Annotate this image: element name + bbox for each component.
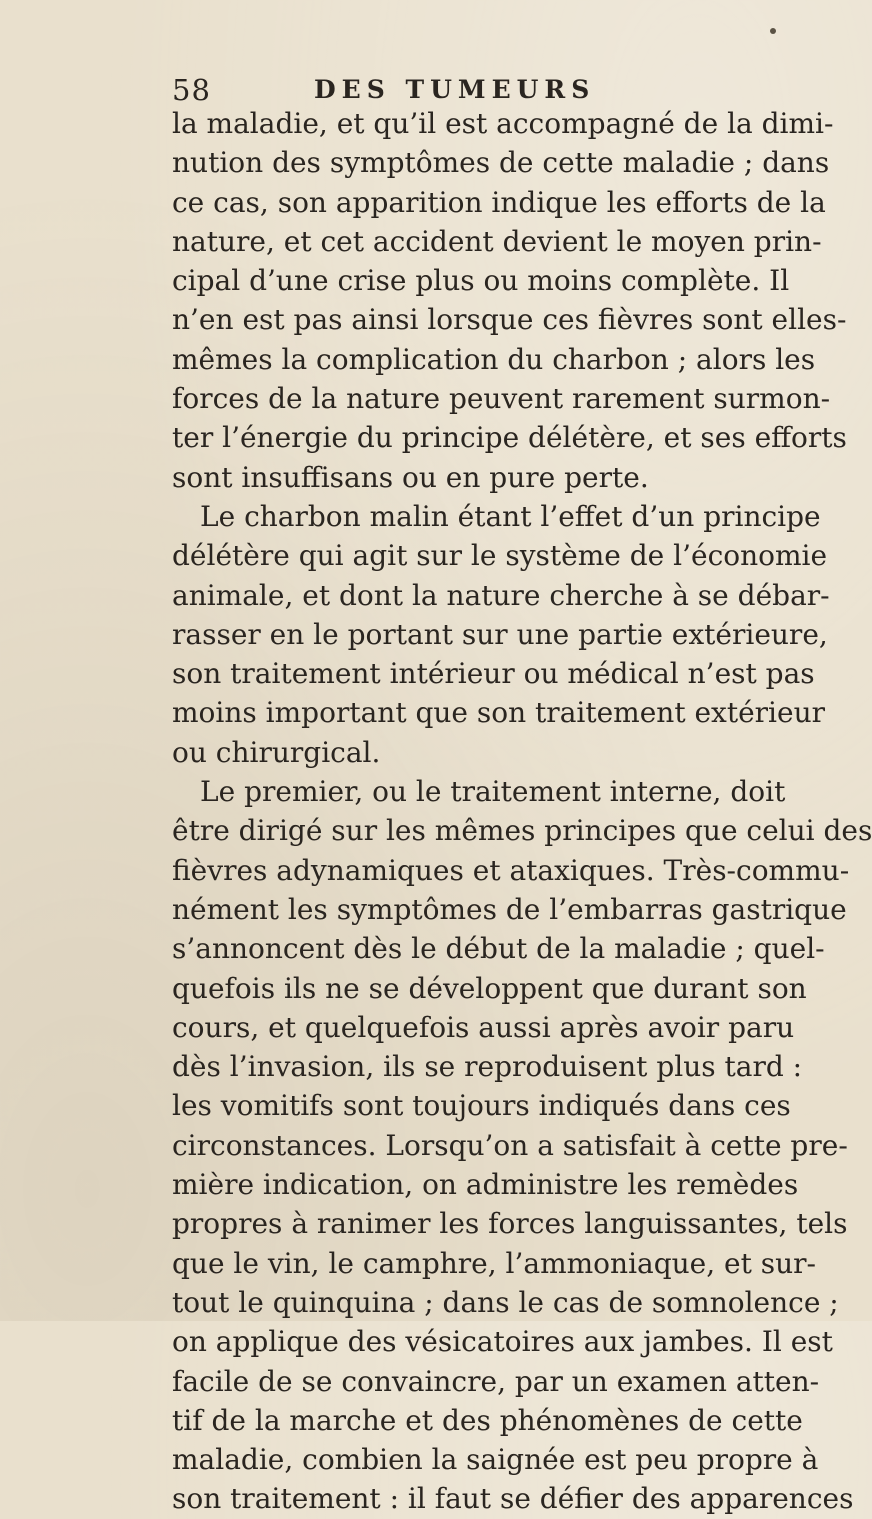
text-line: moins important que son traitement extérieur	[172, 696, 825, 730]
text-line: Le charbon malin étant l’effet d’un principe	[200, 499, 821, 533]
text-line: sont insuffisans ou en pure perte.	[172, 460, 649, 494]
text-line: tif de la marche et des phénomènes de cette	[172, 1403, 803, 1437]
text-line: on applique des vésicatoires aux jambes. Il est	[172, 1325, 833, 1359]
text-line: propres à ranimer les forces languissantes, tels	[172, 1207, 848, 1241]
text-line: son traitement : il faut se défier des apparences	[172, 1482, 854, 1516]
text-line: être dirigé sur les mêmes principes que celui des	[172, 814, 872, 848]
body-text	[172, 104, 872, 1519]
running-head: DES TUMEURS	[314, 75, 596, 104]
text-line: fièvres adynamiques et ataxiques. Très-commu-	[172, 853, 850, 887]
text-line: les vomitifs sont toujours indiqués dans ces	[172, 1089, 791, 1123]
text-line: rasser en le portant sur une partie extérieure,	[172, 617, 828, 651]
paper-speck	[770, 28, 776, 34]
text-line: mière indication, on administre les remèdes	[172, 1168, 799, 1202]
text-line: ou chirurgical.	[172, 735, 381, 769]
text-line: Le premier, ou le traitement interne, doit	[200, 775, 786, 809]
text-line: maladie, combien la saignée est peu propre à	[172, 1443, 819, 1477]
text-line: la maladie, et qu’il est accompagné de la dimi-	[172, 107, 834, 140]
text-line: cours, et quelquefois aussi après avoir paru	[172, 1010, 795, 1044]
text-line: mêmes la complication du charbon ; alors les	[172, 342, 816, 376]
text-line: son traitement intérieur ou médical n’est pas	[172, 657, 815, 691]
text-line: cipal d’une crise plus ou moins complète. Il	[172, 264, 790, 298]
text-line: nature, et cet accident devient le moyen prin-	[172, 224, 822, 258]
text-line: n’en est pas ainsi lorsque ces fièvres sont elles-	[172, 303, 847, 337]
page-number: 58	[172, 73, 211, 107]
text-line: ce cas, son apparition indique les efforts de la	[172, 185, 826, 219]
text-line: tout le quinquina ; dans le cas de somnolence ;	[172, 1285, 839, 1319]
text-line: quefois ils ne se développent que durant son	[172, 971, 807, 1005]
text-line: que le vin, le camphre, l’ammoniaque, et sur-	[172, 1246, 817, 1280]
text-line: facile de se convaincre, par un examen atten-	[172, 1364, 820, 1398]
text-line: s’annoncent dès le début de la maladie ; quel-	[172, 932, 825, 966]
text-line: nution des symptômes de cette maladie ; dans	[172, 146, 830, 180]
text-line: circonstances. Lorsqu’on a satisfait à cette pre-	[172, 1128, 848, 1162]
text-line: animale, et dont la nature cherche à se débar-	[172, 578, 830, 612]
text-line: délétère qui agit sur le système de l’économie	[172, 539, 828, 573]
text-line: ter l’énergie du principe délétère, et ses efforts	[172, 421, 847, 455]
text-line: nément les symptômes de l’embarras gastrique	[172, 892, 847, 926]
text-line: dès l’invasion, ils se reproduisent plus tard :	[172, 1050, 803, 1084]
text-line: forces de la nature peuvent rarement surmon-	[172, 382, 831, 416]
